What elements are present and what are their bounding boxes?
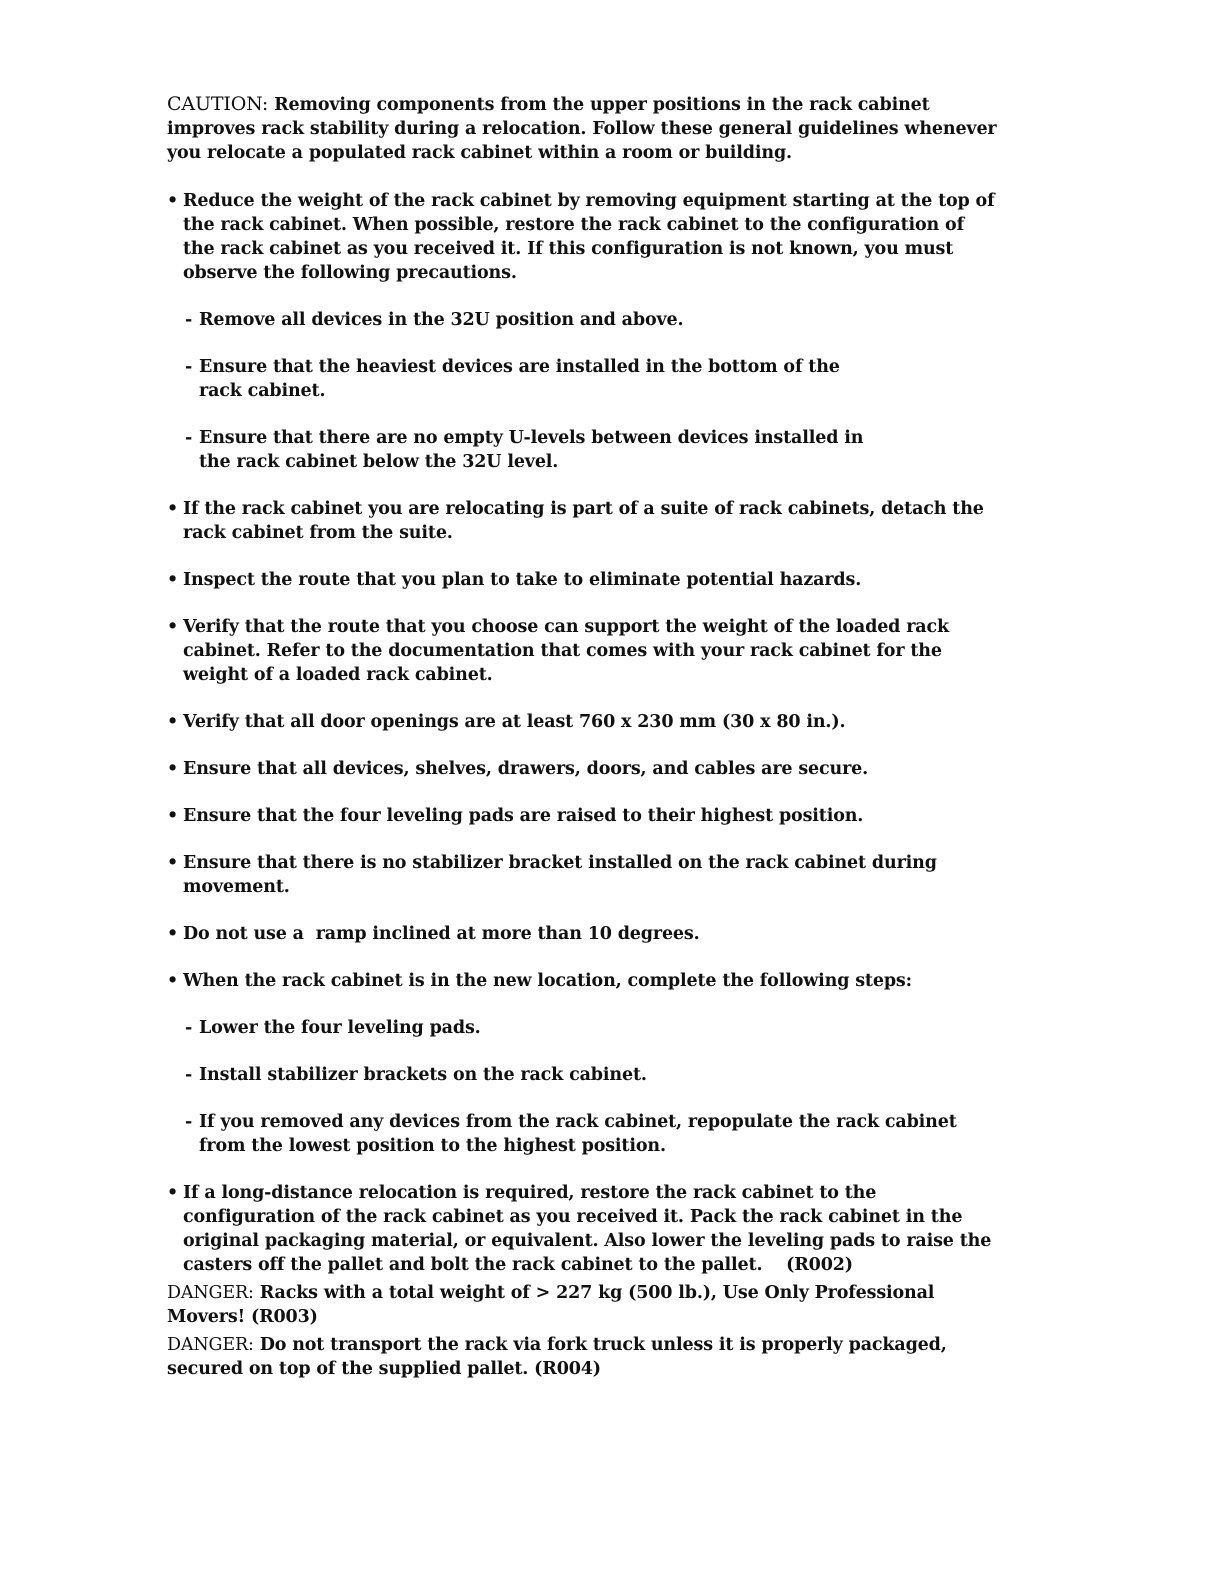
dash-icon: -	[185, 357, 193, 377]
list-item	[167, 189, 997, 285]
sub-list-item	[185, 426, 885, 474]
sub-list-item-text: Ensure that the heaviest devices are installed in the bottom of the rack cabinet.	[199, 357, 840, 401]
list-item-text: Reduce the weight of the rack cabinet by removing equipment starting at the top of the rack cabinet. When possible, restore the rack cabinet to the configuration of the rack cabinet as you received it. If this configuration is not known, you must observe the following precautions.	[183, 191, 995, 283]
document-page	[167, 92, 997, 1385]
list-item	[167, 757, 997, 781]
list-item-text: Ensure that the four leveling pads are raised to their highest position.	[183, 806, 864, 826]
list-item-text: If a long-distance relocation is required, restore the rack cabinet to the configuration of the rack cabinet as you received it. Pack the rack cabinet in the original packaging material, or equivalent. Also lower the leveling pads to raise the casters off the pallet and bolt the rack cabinet to the pallet. (R002)	[183, 1183, 998, 1275]
sub-list-item-text: Remove all devices in the 32U position and above.	[199, 310, 684, 330]
list-item	[167, 568, 997, 592]
list-item-text: Ensure that all devices, shelves, drawers, doors, and cables are secure.	[183, 759, 869, 779]
list-item	[167, 497, 997, 545]
bullet-icon: •	[167, 853, 179, 873]
list-item-text: Inspect the route that you plan to take to eliminate potential hazards.	[183, 570, 862, 590]
list-item-text: Verify that the route that you choose can support the weight of the loaded rack cabinet. Refer to the documentation that comes with your rack cabinet for the weight of a loaded rack cabinet.	[183, 617, 949, 685]
sub-list-item	[185, 1063, 985, 1087]
dash-icon: -	[185, 428, 193, 448]
dash-icon: -	[185, 1065, 193, 1085]
dash-icon: -	[185, 310, 193, 330]
bullet-icon: •	[167, 617, 179, 637]
sub-list-item-text: If you removed any devices from the rack cabinet, repopulate the rack cabinet from the lowest position to the highest position.	[199, 1112, 957, 1156]
list-item-text: If the rack cabinet you are relocating is part of a suite of rack cabinets, detach the rack cabinet from the suite.	[183, 499, 984, 543]
caution-notice	[167, 92, 997, 165]
sub-list-item-text: Lower the four leveling pads.	[199, 1018, 481, 1038]
danger-text: Racks with a total weight of > 227 kg (500 lb.), Use Only Professional Movers! (R003)	[167, 1283, 935, 1327]
list-item-text: Verify that all door openings are at least 760 x 230 mm (30 x 80 in.).	[183, 712, 846, 732]
danger-label: DANGER:	[167, 1335, 254, 1355]
list-item-text: Ensure that there is no stabilizer bracket installed on the rack cabinet during movement.	[183, 853, 937, 897]
danger-text: Do not transport the rack via fork truck unless it is properly packaged, secured on top of the supplied pallet. (R004)	[167, 1335, 947, 1379]
bullet-icon: •	[167, 924, 179, 944]
dash-icon: -	[185, 1018, 193, 1038]
list-item-text: Do not use a ramp inclined at more than 10 degrees.	[183, 924, 700, 944]
sub-list-item	[185, 355, 865, 403]
bullet-icon: •	[167, 759, 179, 779]
bullet-icon: •	[167, 499, 179, 519]
bullet-icon: •	[167, 712, 179, 732]
list-item	[167, 922, 997, 946]
bullet-icon: •	[167, 570, 179, 590]
list-item	[167, 710, 997, 734]
danger-label: DANGER:	[167, 1283, 254, 1303]
sub-list-item	[185, 1110, 985, 1158]
list-item	[167, 804, 997, 828]
list-item	[167, 1181, 997, 1277]
list-item	[167, 615, 997, 687]
bullet-icon: •	[167, 191, 179, 211]
caution-label: CAUTION:	[167, 93, 269, 115]
danger-notice	[167, 1333, 997, 1381]
sub-list-item	[185, 1016, 985, 1040]
sub-list-item-text: Install stabilizer brackets on the rack cabinet.	[199, 1065, 647, 1085]
danger-notice	[167, 1281, 997, 1329]
list-item-text: When the rack cabinet is in the new location, complete the following steps:	[183, 971, 912, 991]
caution-text: Removing components from the upper positions in the rack cabinet improves rack stability during a relocation. Follow these general guidelines whenever you relocate a populated rack cabinet within a room or building.	[167, 95, 997, 163]
bullet-icon: •	[167, 1183, 179, 1203]
sub-list-item-text: Ensure that there are no empty U-levels between devices installed in the rack cabinet below the 32U level.	[199, 428, 864, 472]
list-item	[167, 851, 997, 899]
bullet-icon: •	[167, 806, 179, 826]
dash-icon: -	[185, 1112, 193, 1132]
list-item	[167, 969, 997, 993]
sub-list-item	[185, 308, 985, 332]
bullet-icon: •	[167, 971, 179, 991]
